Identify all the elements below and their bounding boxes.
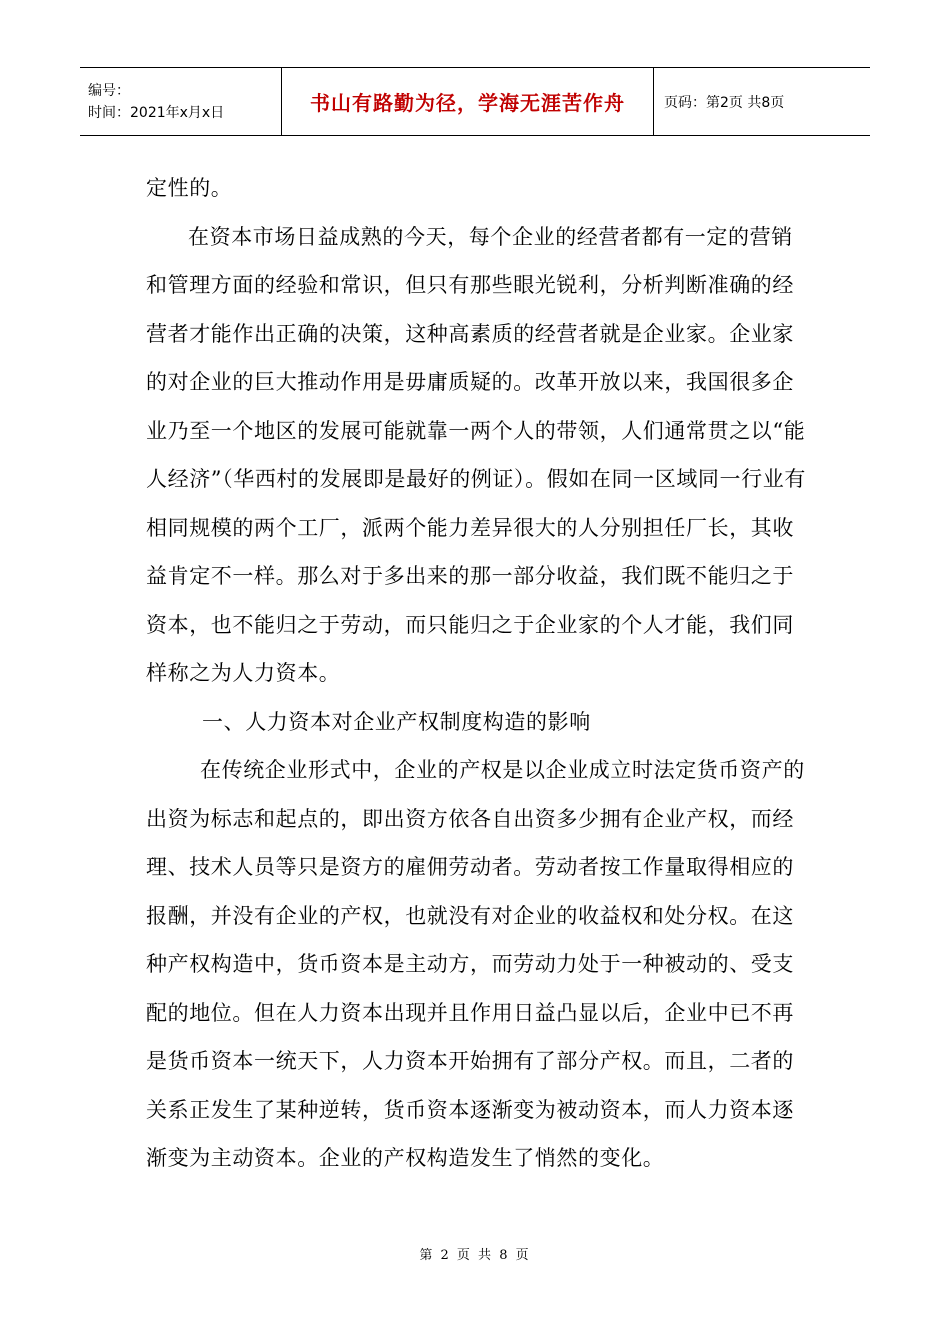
header-meta-cell: [80, 68, 282, 135]
document-body: [146, 164, 806, 1183]
document-time-label: 时间：2021年x月x日: [88, 104, 225, 121]
page-footer: [0, 1244, 950, 1263]
paragraph-property-rights: 在传统企业形式中，企业的产权是以企业成立时法定货币资产的出资为标志和起点的，即出资方依各自出资多少拥有企业产权，而经理、技术人员等只是资方的雇佣劳动者。劳动者按工作量取得相应的报酬，并没有企业的产权，也就没有对企业的收益权和处分权。在这种产权构造中，货币资本是主动方，而劳动力处于一种被动的、受支配的地位。但在人力资本出现并且作用日益凸显以后，企业中已不再是货币资本一统天下，人力资本开始拥有了部分产权。而且，二者的关系正发生了某种逆转，货币资本逐渐变为被动资本，而人力资本逐渐变为主动资本。企业的产权构造发生了悄然的变化。: [146, 758, 805, 1170]
header-page-label: 页码：第2页 共8页: [664, 94, 785, 111]
header-page-cell: [654, 68, 870, 135]
header-motto: 书山有路勤为径，学海无涯苦作舟: [310, 91, 625, 115]
header-motto-cell: [282, 68, 654, 135]
paragraph-entrepreneur: 在资本市场日益成熟的今天，每个企业的经营者都有一定的营销和管理方面的经验和常识，但只有那些眼光锐利，分析判断准确的经营者才能作出正确的决策，这种高素质的经营者就是企业家。企业家的对企业的巨大推动作用是毋庸质疑的。改革开放以来，我国很多企业乃至一个地区的发展可能就靠一两个人的带领，人们通常贯之以“能人经济”（华西村的发展即是最好的例证）。假如在同一区域同一行业有相同规模的两个工厂，派两个能力差异很大的人分别担任厂长，其收益肯定不一样。那么对于多出来的那一部分收益，我们既不能归之于资本，也不能归之于劳动，而只能归之于企业家的个人才能，我们同样称之为人力资本。: [146, 224, 806, 685]
page-header: [80, 67, 870, 136]
document-number-label: 编号：: [88, 82, 130, 99]
footer-page-number: 第 2 页 共 8 页: [419, 1248, 531, 1263]
paragraph-continuation: 定性的。: [146, 176, 233, 200]
section-heading: 一、人力资本对企业产权制度构造的影响: [202, 709, 591, 734]
